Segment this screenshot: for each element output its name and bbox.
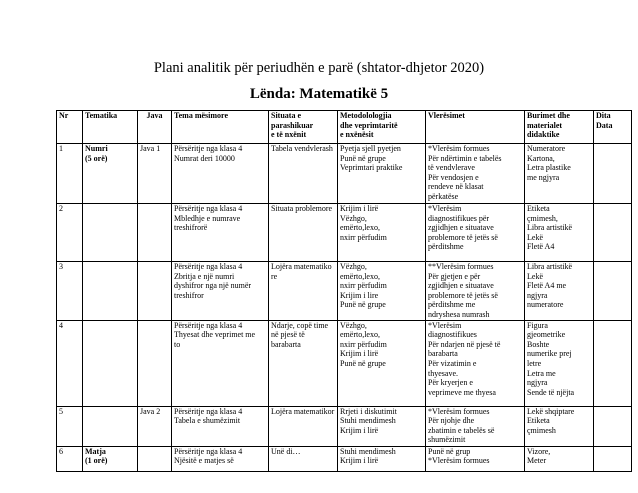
cell-nr: 5 bbox=[57, 406, 83, 446]
subject-heading: Lënda: Matematikë 5 bbox=[249, 86, 389, 102]
cell-metodologjia: Rrjeti i diskutimit Stuhi mendimesh Krijim i lirë bbox=[338, 406, 426, 446]
cell-situata: Unë di… bbox=[269, 446, 338, 471]
header-burimet: Burimet dhe materialet didaktike bbox=[525, 111, 594, 144]
cell-burimet: Figura gjeometrike Boshte numerike prej letre Letra me ngjyra Sende të njëjta bbox=[525, 320, 594, 406]
header-tema: Tema mësimore bbox=[172, 111, 269, 144]
table-row bbox=[57, 446, 632, 471]
cell-java bbox=[138, 262, 172, 321]
cell-tema: Përsëritje nga klasa 4 Numrat deri 10000 bbox=[172, 144, 269, 204]
cell-java bbox=[138, 204, 172, 262]
cell-tema: Përsëritje nga klasa 4 Thyesat dhe veprimet me to bbox=[172, 320, 269, 406]
header-java: Java bbox=[138, 111, 172, 144]
table-row bbox=[57, 204, 632, 262]
cell-situata: Situata problemore bbox=[269, 204, 338, 262]
cell-metodologjia: Vëzhgo, emërto,lexo, nxirr përfudim Krijim i lirë Punë në grupe bbox=[338, 320, 426, 406]
header-nr: Nr bbox=[57, 111, 83, 144]
header-row bbox=[57, 111, 632, 144]
cell-vleresimet: Punë në grup *Vlerësim formues bbox=[426, 446, 525, 471]
cell-nr: 4 bbox=[57, 320, 83, 406]
cell-dita bbox=[594, 204, 632, 262]
cell-vleresimet: *Vlerësim formues Për njohje dhe zbatimin e tabelës së shumëzimit bbox=[426, 406, 525, 446]
cell-burimet: Vizore, Meter bbox=[525, 446, 594, 471]
cell-java: Java 1 bbox=[138, 144, 172, 204]
cell-nr: 2 bbox=[57, 204, 83, 262]
cell-tematika bbox=[83, 406, 138, 446]
cell-metodologjia: Stuhi mendimesh Krijim i lirë bbox=[338, 446, 426, 471]
plan-title: Plani analitik për periudhën e parë (shtator-dhjetor 2020) bbox=[153, 60, 485, 76]
cell-dita bbox=[594, 320, 632, 406]
cell-tematika bbox=[83, 262, 138, 321]
header-tematika: Tematika bbox=[83, 111, 138, 144]
cell-vleresimet: **Vlerësim formues Për gjetjen e për zgjidhjen e situatave problemore të jetës së përditshme me ndryshesa numrash bbox=[426, 262, 525, 321]
cell-dita bbox=[594, 262, 632, 321]
cell-vleresimet: *Vlerësim diagnostifikues Për ndarjen në pjesë të barabarta Për vizatimin e thyesave. Për kryerjen e veprimeve me thyesa bbox=[426, 320, 525, 406]
cell-metodologjia: Krijim i lirë Vëzhgo, emërto,lexo, nxirr përfudim bbox=[338, 204, 426, 262]
cell-vleresimet: *Vlerësim formues Për ndërtimin e tabelës të vendvlerave Për vendosjen e rendeve në klasat përkatëse bbox=[426, 144, 525, 204]
cell-situata: Lojëra matematiko re bbox=[269, 262, 338, 321]
cell-situata: Tabela vendvlerash bbox=[269, 144, 338, 204]
cell-burimet: Etiketa çmimesh, Libra artistikë Lekë Fletë A4 bbox=[525, 204, 594, 262]
table-row bbox=[57, 406, 632, 446]
header-metodologjia: Metodolologjia dhe veprimtaritë e nxënësit bbox=[338, 111, 426, 144]
cell-nr: 1 bbox=[57, 144, 83, 204]
cell-tematika: Matja (1 orë) bbox=[83, 446, 138, 471]
cell-tematika bbox=[83, 320, 138, 406]
cell-burimet: Lekë shqiptare Etiketa çmimesh bbox=[525, 406, 594, 446]
cell-dita bbox=[594, 446, 632, 471]
cell-tematika: Numri (5 orë) bbox=[83, 144, 138, 204]
cell-tema: Përsëritje nga klasa 4 Njësitë e matjes së bbox=[172, 446, 269, 471]
cell-vleresimet: *Vlerësim diagnostifikues për zgjidhjen e situatave problemore të jetës së përditshme bbox=[426, 204, 525, 262]
cell-tema: Përsëritje nga klasa 4 Tabela e shumëzimit bbox=[172, 406, 269, 446]
cell-situata: Ndarje, copë time në pjesë të barabarta bbox=[269, 320, 338, 406]
table-row bbox=[57, 320, 632, 406]
header-dita: Dita Data bbox=[594, 111, 632, 144]
cell-dita bbox=[594, 144, 632, 204]
cell-situata: Lojëra matematikor bbox=[269, 406, 338, 446]
cell-java bbox=[138, 446, 172, 471]
header-vleresimet: Vlerësimet bbox=[426, 111, 525, 144]
cell-nr: 6 bbox=[57, 446, 83, 471]
table-row bbox=[57, 144, 632, 204]
cell-metodologjia: Pyetja sjell pyetjen Punë në grupe Veprimtari praktike bbox=[338, 144, 426, 204]
cell-java bbox=[138, 320, 172, 406]
cell-nr: 3 bbox=[57, 262, 83, 321]
cell-java: Java 2 bbox=[138, 406, 172, 446]
table-row bbox=[57, 262, 632, 321]
cell-tema: Përsëritje nga klasa 4 Zbritja e një numri dyshifror nga një numër treshifror bbox=[172, 262, 269, 321]
cell-burimet: Numeratore Kartona, Letra plastike me ngjyra bbox=[525, 144, 594, 204]
cell-burimet: Libra artistikë Lekë Fletë A4 me ngjyra numeratore bbox=[525, 262, 594, 321]
cell-dita bbox=[594, 406, 632, 446]
cell-metodologjia: Vëzhgo, emërto,lexo, nxirr përfudim Krijim i lire Punë në grupe bbox=[338, 262, 426, 321]
header-situata: Situata e parashikuar e të nxënit bbox=[269, 111, 338, 144]
cell-tema: Përsëritje nga klasa 4 Mbledhje e numrave treshifrorë bbox=[172, 204, 269, 262]
analytic-plan-table bbox=[56, 110, 632, 472]
cell-tematika bbox=[83, 204, 138, 262]
